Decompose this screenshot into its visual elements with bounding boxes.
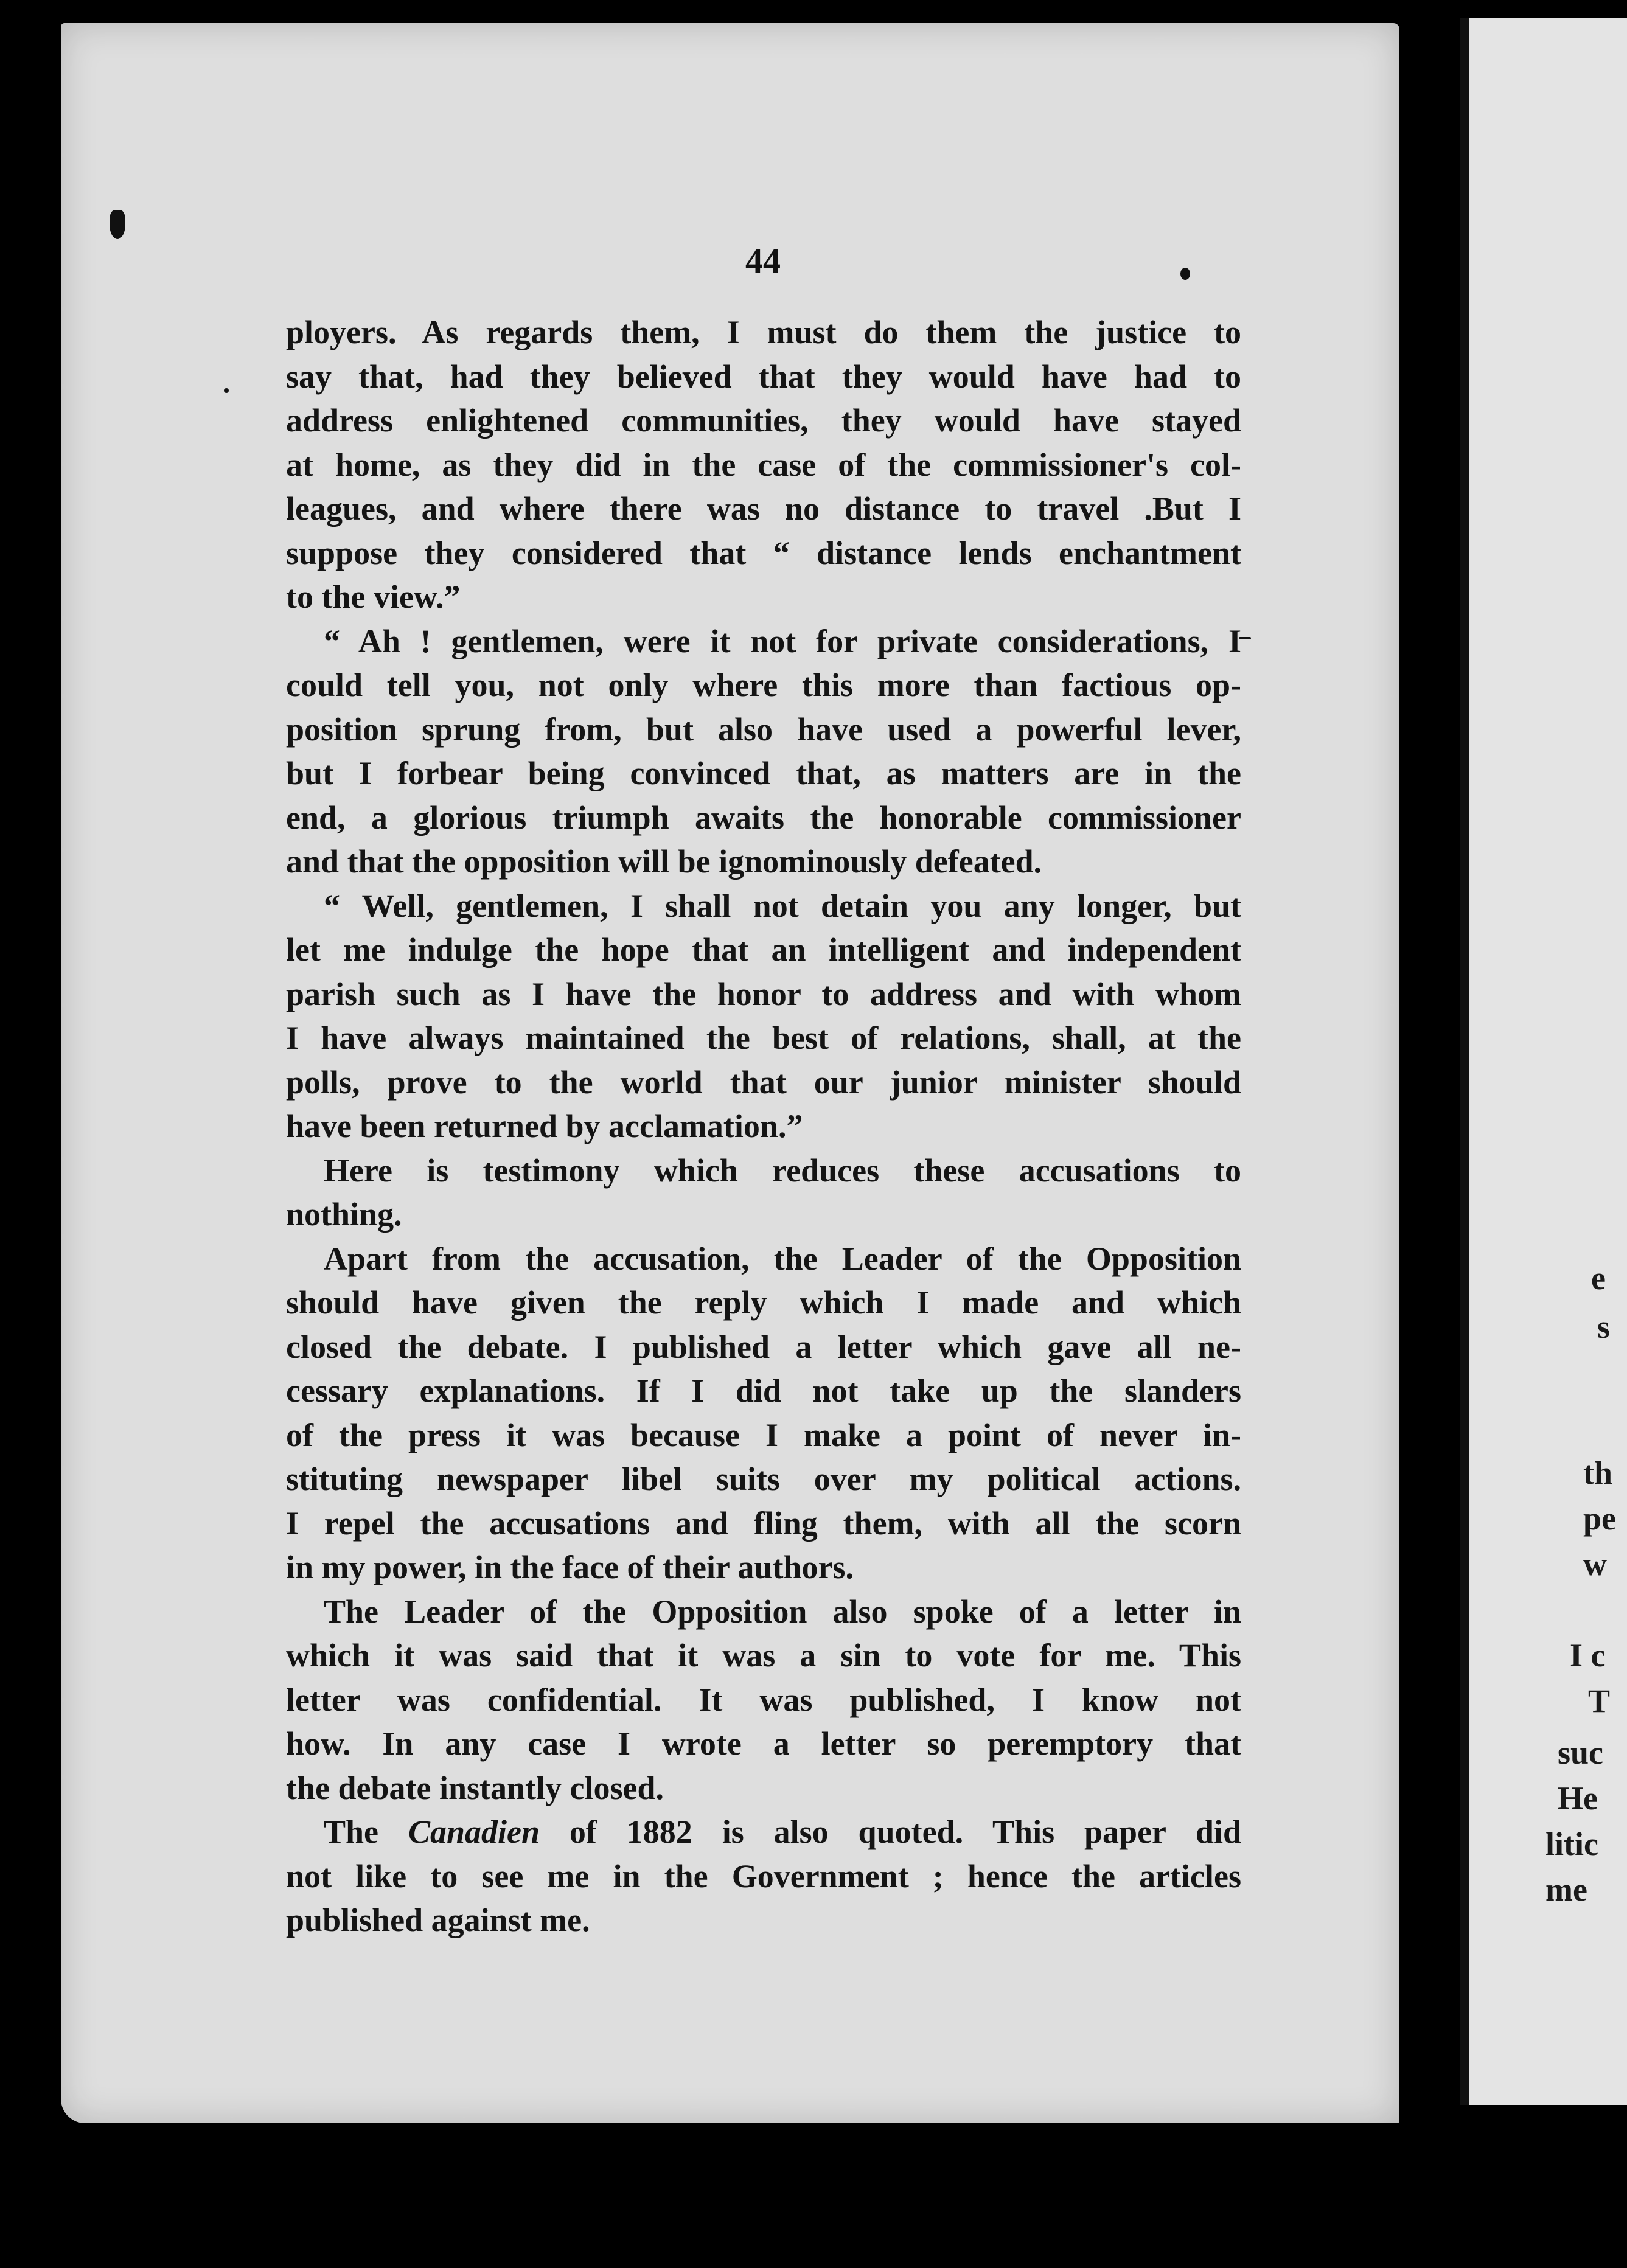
facing-page-fragment: th xyxy=(1583,1455,1613,1491)
text-line: “ Ah ! gentlemen, were it not for private considerations, I xyxy=(324,622,1241,659)
text-line: leagues, and where there was no distance to travel .But I xyxy=(286,490,1241,527)
paragraph xyxy=(286,1149,1241,1237)
text-line: stituting newspaper libel suits over my political actions. xyxy=(286,1461,1241,1497)
facing-page-fragment: He xyxy=(1558,1780,1598,1817)
text-line: closed the debate. I published a letter which gave all ne- xyxy=(286,1328,1241,1365)
paragraph xyxy=(286,1237,1241,1590)
facing-page-fragment: pe xyxy=(1583,1500,1616,1537)
paragraph xyxy=(286,1810,1241,1943)
text-line: at home, as they did in the case of the commissioner's col- xyxy=(286,446,1241,483)
paragraph xyxy=(286,1590,1241,1811)
text-line: say that, had they believed that they would have had to xyxy=(286,358,1241,395)
text-line: should have given the reply which I made and which xyxy=(286,1284,1241,1321)
text-line: end, a glorious triumph awaits the honorable commissioner xyxy=(286,799,1241,836)
text-line: Here is testimony which reduces these accusations to xyxy=(324,1152,1241,1189)
text-line: address enlightened communities, they would have stayed xyxy=(286,402,1241,439)
text-line: how. In any case I wrote a letter so peremptory that xyxy=(286,1725,1241,1762)
text-line: cessary explanations. If I did not take up the slanders xyxy=(286,1372,1241,1409)
text-line: could tell you, not only where this more than factious op- xyxy=(286,667,1241,703)
text-run: The xyxy=(324,1814,408,1850)
text-line: of the press it was because I make a point of never in- xyxy=(286,1416,1241,1453)
text-run: of 1882 is also quoted. This paper did xyxy=(540,1814,1241,1850)
facing-page-fragment: I c xyxy=(1570,1637,1606,1674)
facing-page xyxy=(1460,18,1627,2105)
text-line: to the view.” xyxy=(286,579,461,615)
text-line: the debate instantly closed. xyxy=(286,1769,664,1806)
text-line: The Leader of the Opposition also spoke of a letter in xyxy=(324,1593,1241,1630)
text-line: in my power, in the face of their authors. xyxy=(286,1549,854,1585)
text-line: I have always maintained the best of relations, shall, at the xyxy=(286,1020,1241,1056)
text-line: but I forbear being convinced that, as matters are in the xyxy=(286,755,1241,791)
text-line: suppose they considered that “ distance lends enchantment xyxy=(286,534,1241,571)
text-line: Apart from the accusation, the Leader of the Opposition xyxy=(324,1240,1241,1277)
facing-page-fragment: litic xyxy=(1545,1826,1598,1862)
facing-page-fragment: me xyxy=(1545,1871,1587,1908)
text-line: ployers. As regards them, I must do them the justice to xyxy=(286,314,1241,350)
text-line: which it was said that it was a sin to vote for me. This xyxy=(286,1637,1241,1674)
text-line: published against me. xyxy=(286,1902,590,1938)
text-line: and that the opposition will be ignominously defeated. xyxy=(286,843,1042,880)
text-line xyxy=(286,1810,1241,1854)
text-line: let me indulge the hope that an intelligent and independent xyxy=(286,931,1241,968)
text-line: letter was confidential. It was published, I know not xyxy=(286,1681,1241,1718)
text-line: “ Well, gentlemen, I shall not detain you any longer, but xyxy=(324,887,1241,924)
text-line: nothing. xyxy=(286,1196,402,1233)
facing-page-fragment: suc xyxy=(1558,1734,1604,1771)
text-line: position sprung from, but also have used a powerful lever, xyxy=(286,711,1241,748)
facing-page-fragment: s xyxy=(1597,1309,1611,1345)
body-text xyxy=(286,310,1241,1943)
text-line: polls, prove to the world that our junior minister should xyxy=(286,1063,1241,1101)
facing-page-fragment: w xyxy=(1583,1546,1607,1582)
text-line: parish such as I have the honor to address and with whom xyxy=(286,975,1241,1012)
text-line: I repel the accusations and fling them, with all the scorn xyxy=(286,1504,1241,1542)
paragraph xyxy=(286,884,1241,1149)
facing-page-fragment: T xyxy=(1588,1683,1611,1719)
newspaper-title: Canadien xyxy=(408,1814,540,1850)
facing-page-fragment: e xyxy=(1591,1260,1606,1296)
text-line: have been returned by acclamation.” xyxy=(286,1108,803,1144)
paragraph xyxy=(286,619,1241,884)
text-line: not like to see me in the Government ; hence the articles xyxy=(286,1857,1241,1894)
page-number: 44 xyxy=(745,241,781,280)
paragraph xyxy=(286,310,1241,619)
page-gutter xyxy=(1399,18,1448,2135)
